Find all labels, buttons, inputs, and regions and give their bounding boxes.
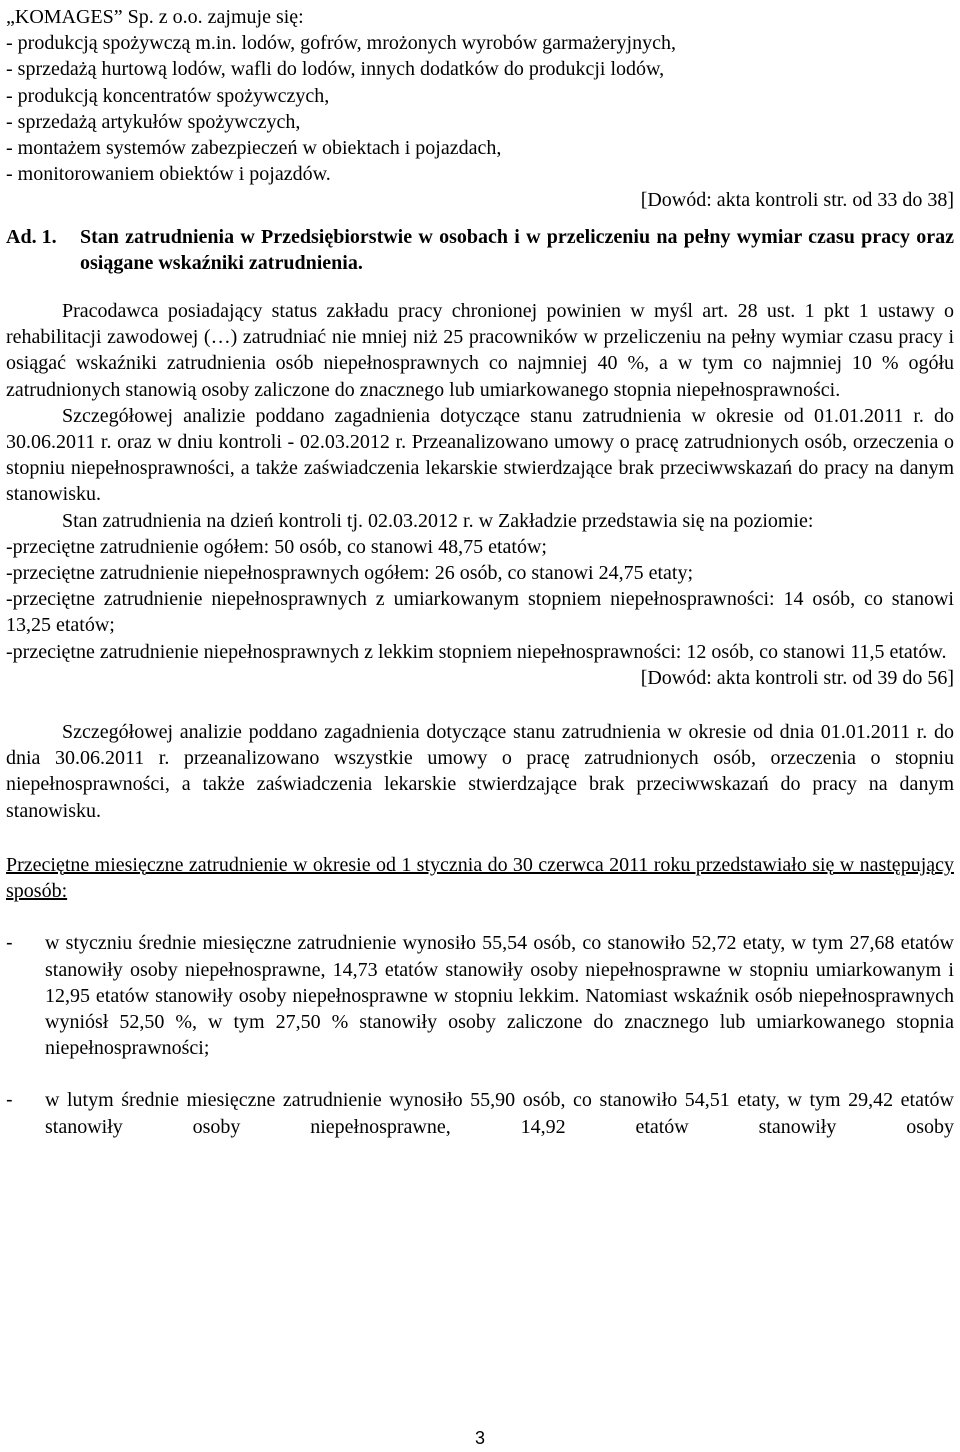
activity-item: - monitorowaniem obiektów i pojazdów. xyxy=(6,163,331,186)
employment-item: -przeciętne zatrudnienie ogółem: 50 osób, co stanowi 48,75 etatów; xyxy=(6,535,547,558)
list-dash: - xyxy=(6,1089,13,1112)
monthly-list xyxy=(6,930,954,1139)
activity-item: - produkcją koncentratów spożywczych, xyxy=(6,84,330,107)
paragraph: Szczegółowej analizie poddano zagadnienia dotyczące stanu zatrudnienia w okresie od 01.01.2011 r. do 30.06.2011 r. oraz w dniu kontroli - 02.03.2012 r. Przeanalizowano umowy o pracę zatrudnionych osób, orzeczenia o stopniu niepełnosprawności, a także zaświadczenia lekarskie stwierdzające brak przeciwwskazań do pracy na danym stanowisku. xyxy=(6,404,954,506)
activity-item: - produkcją spożywczą m.in. lodów, gofrów, mrożonych wyrobów garmażeryjnych, xyxy=(6,32,676,55)
month-text: w styczniu średnie miesięczne zatrudnienie wynosiło 55,54 osób, co stanowiło 52,72 etaty, w tym 27,68 etatów stanowiły osoby niepełnosprawne, 14,73 etatów stanowiły osoby niepełnosprawne w stopniu umiarkowanym i 12,95 etatów stanowiły osoby niepełnosprawne w stopniu lekkim. Natomiast wskaźnik osób niepełnosprawnych wyniósł 52,50 %, w tym 27,50 % stanowiły osoby zaliczone do znacznego lub umiarkowanego stopnia niepełnosprawności; xyxy=(45,932,954,1060)
section-heading xyxy=(6,224,954,276)
activity-list xyxy=(6,30,954,187)
intro-lead: „KOMAGES” Sp. z o.o. zajmuje się: xyxy=(6,6,304,28)
paragraph: Stan zatrudnienia na dzień kontroli tj. 02.03.2012 r. w Zakładzie przedstawia się na poziomie: xyxy=(62,509,814,532)
month-item xyxy=(6,1087,954,1139)
employment-item: -przeciętne zatrudnienie niepełnosprawnych ogółem: 26 osób, co stanowi 24,75 etaty; xyxy=(6,562,694,585)
employment-item: -przeciętne zatrudnienie niepełnosprawnych z lekkim stopniem niepełnosprawności: 12 osób, co stanowi 11,5 etatów. xyxy=(6,640,947,663)
evidence-reference: [Dowód: akta kontroli str. od 33 do 38] xyxy=(640,189,954,212)
employment-list xyxy=(6,534,954,665)
employment-item: -przeciętne zatrudnienie niepełnosprawnych z umiarkowanym stopniem niepełnosprawności: 14 osób, co stanowi 13,25 etatów; xyxy=(6,588,954,637)
evidence-reference: [Dowód: akta kontroli str. od 39 do 56] xyxy=(640,666,954,689)
paragraph: Szczegółowej analizie poddano zagadnienia dotyczące stanu zatrudnienia w okresie od dnia 01.01.2011 r. do dnia 30.06.2011 r. przeanalizowano wszystkie umowy o pracę zatrudnionych osób, orzeczenia o stopniu niepełnosprawności, a także zaświadczenia lekarskie stwierdzające brak przeciwwskazań do pracy na danym stanowisku. xyxy=(6,721,954,822)
activity-item: - sprzedażą hurtową lodów, wafli do lodów, innych dodatków do produkcji lodów, xyxy=(6,58,665,81)
paragraph-underlined: Przeciętne miesięczne zatrudnienie w okresie od 1 stycznia do 30 czerwca 2011 roku przedstawiało się w następujący sposób: xyxy=(6,853,954,903)
month-item xyxy=(6,930,954,1061)
paragraph: Pracodawca posiadający status zakładu pracy chronionej powinien w myśl art. 28 ust. 1 pkt 1 ustawy o rehabilitacji zawodowej (…) zatrudniać nie mniej niż 25 pracowników w przeliczeniu na pełny wymiar czasu pracy i osiągać wskaźniki zatrudnienia osób niepełnosprawnych co najmniej 40 %, a w tym co najmniej 10 % ogółu zatrudnionych stanowią osoby zaliczone do znacznego lub umiarkowanego stopnia niepełnosprawności. xyxy=(6,300,954,401)
section-number: Ad. 1. xyxy=(6,225,57,248)
month-text: w lutym średnie miesięczne zatrudnienie wynosiło 55,90 osób, co stanowiło 54,51 etaty, w tym 29,42 etatów stanowiły osoby niepełnosprawne, 14,92 etatów stanowiły osoby xyxy=(45,1089,954,1138)
list-dash: - xyxy=(6,932,13,955)
activity-item: - montażem systemów zabezpieczeń w obiektach i pojazdach, xyxy=(6,137,502,160)
activity-item: - sprzedażą artykułów spożywczych, xyxy=(6,110,301,133)
page-number: 3 xyxy=(474,1428,485,1448)
section-title: Stan zatrudnienia w Przedsiębiorstwie w osobach i w przeliczeniu na pełny wymiar czasu pracy oraz osiągane wskaźniki zatrudnienia. xyxy=(80,225,954,274)
